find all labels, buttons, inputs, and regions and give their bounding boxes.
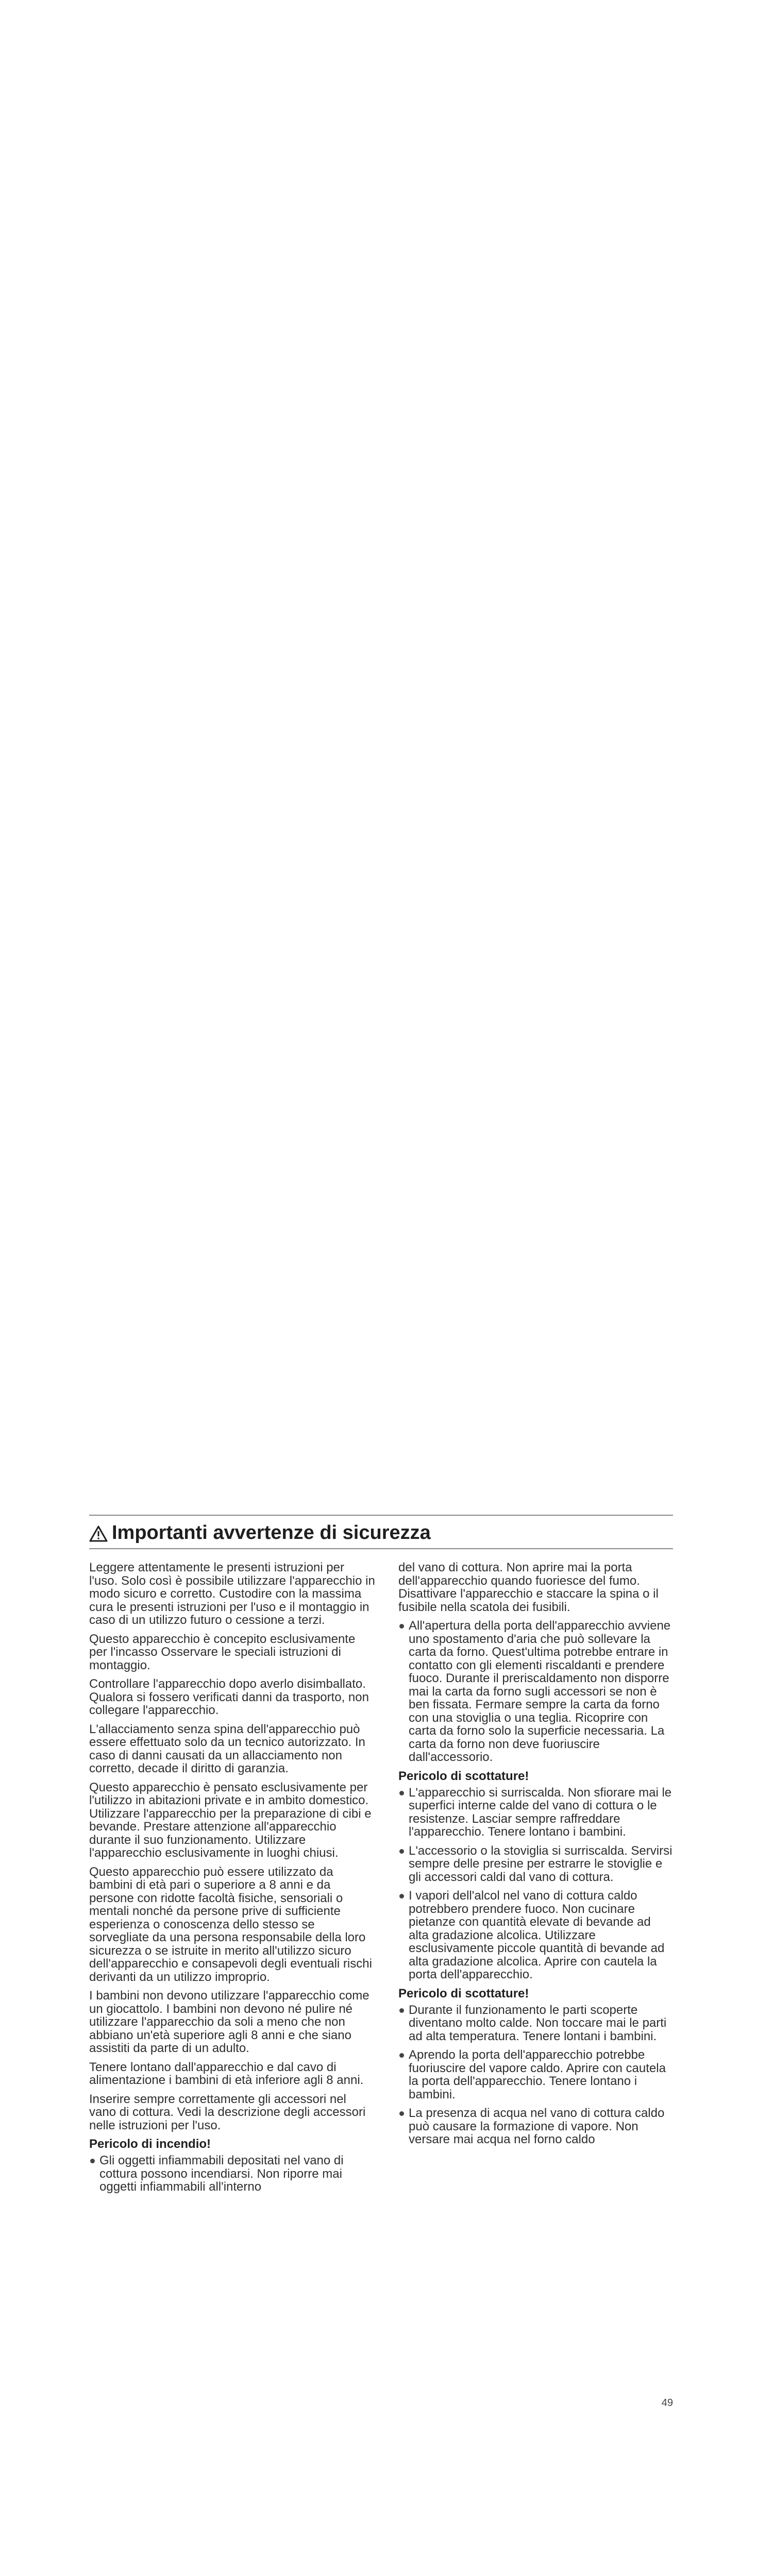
paragraph-domestic-use: Questo apparecchio è pensato esclusivamente per l'utilizzo in abitazioni private e in ambito domestico. Utilizzare l'apparecchio per la preparazione di cibi e bevande. Prestare attenzione all'apparecchio durante il suo funzionamento. Utilizzare l'apparecchio esclusivamente in luoghi chiusi. <box>89 1780 372 1860</box>
list-item: Gli oggetti infiammabili depositati nel vano di cottura possono incendiarsi. Non riporre mai oggetti infiammabili all'interno <box>89 2154 375 2194</box>
list-item: Durante il funzionamento le parti scoperte diventano molto calde. Non toccare mai le parti ad alta temperatura. Tenere lontani i bambini. <box>398 2004 673 2043</box>
burn-danger-heading-1: Pericolo di scottature! <box>398 1769 529 1783</box>
fire-danger-list-cont <box>398 1619 673 1764</box>
list-item: Aprendo la porta dell'apparecchio potrebbe fuoriuscire del vapore caldo. Aprire con cautela la porta dell'apparecchio. Tenere lontano i bambini. <box>398 2048 673 2101</box>
paragraph-children-play: I bambini non devono utilizzare l'apparecchio come un giocattolo. I bambini non devono né pulire né utilizzare l'apparecchio da soli a meno che non abbiano un'età superiore agli 8 anni e che siano assistiti da parte di un adulto. <box>89 1989 369 2055</box>
list-item: L'apparecchio si surriscalda. Non sfiorare mai le superfici interne calde del vano di cottura o le resistenze. Lasciar sempre raffreddare l'apparecchio. Tenere lontano i bambini. <box>398 1786 673 1839</box>
warning-triangle-icon <box>89 1524 108 1547</box>
page-number: 49 <box>661 2397 673 2409</box>
fire-danger-list <box>89 2154 375 2194</box>
bullet-dot-icon <box>399 2111 404 2116</box>
paragraph-installation: Questo apparecchio è concepito esclusivamente per l'incasso Osservare le speciali istruzioni di montaggio. <box>89 1632 356 1672</box>
list-item: L'accessorio o la stoviglia si surriscalda. Servirsi sempre delle presine per estrarre le stoviglie e gli accessori caldi dal vano di cottura. <box>398 1844 673 1884</box>
list-item: I vapori dell'alcol nel vano di cottura caldo potrebbero prendere fuoco. Non cucinare pietanze con quantità elevate di bevande ad alta gradazione alcolica. Utilizzare esclusivamente piccole quantità di bevande ad alta gradazione alcolica. Aprire con cautela la porta dell'apparecchio. <box>398 1889 673 1981</box>
paragraph-accessories: Inserire sempre correttamente gli accessori nel vano di cottura. Vedi la descrizione degli accessori nelle istruzioni per l'uso. <box>89 2092 366 2132</box>
list-item: All'apertura della porta dell'apparecchio avviene uno spostamento d'aria che può sollevare la carta da forno. Quest'ultima potrebbe entrare in contatto con gli elementi riscaldanti e prendere fuoco. Durante il preriscaldamento non disporre mai la carta da forno sugli accessori se non è ben fissata. Fermare sempre la carta da forno con una stoviglia o una teglia. Ricoprire con carta da forno solo la superficie necessaria. La carta da forno non deve fuoriuscire dall'accessorio. <box>398 1619 673 1764</box>
bullet-dot-icon <box>399 2053 404 2058</box>
burn-danger-heading-2: Pericolo di scottature! <box>398 1986 529 2001</box>
bullet-dot-icon <box>399 1791 404 1795</box>
paragraph-children-distance: Tenere lontano dall'apparecchio e dal cavo di alimentazione i bambini di età inferiore agli 8 anni. <box>89 2060 364 2087</box>
paragraph-intro: Leggere attentamente le presenti istruzioni per l'uso. Solo così è possibile utilizzare l'apparecchio in modo sicuro e corretto. Custodire con la massima cura le presenti istruzioni per l'uso e il montaggio in caso di un utilizzo futuro o cessione a terzi. <box>89 1561 375 1627</box>
bullet-dot-icon <box>399 1624 404 1629</box>
section-heading-text: Importanti avvertenze di sicurezza <box>112 1522 431 1544</box>
bullet-dot-icon <box>399 2008 404 2013</box>
paragraph-check: Controllare l'apparecchio dopo averlo disimballato. Qualora si fossero verificati danni da trasporto, non collegare l'apparecchio. <box>89 1677 369 1717</box>
paragraph-children-supervision: Questo apparecchio può essere utilizzato da bambini di età pari o superiore a 8 anni e da persone con ridotte facoltà fisiche, sensoriali o mentali nonché da persone prive di sufficiente esperienza o conoscenza dello stesso se sorvegliate da una persona responsabile della loro sicurezza o se istruite in merito all'utilizzo sicuro dell'apparecchio e consapevoli degli eventuali rischi derivanti da un utilizzo improprio. <box>89 1865 372 1984</box>
fire-danger-heading: Pericolo di incendio! <box>89 2137 211 2151</box>
paragraph-connection: L'allacciamento senza spina dell'apparecchio può essere effettuato solo da un tecnico autorizzato. In caso di danni causati da un allacciamento non corretto, decade il diritto di garanzia. <box>89 1722 365 1775</box>
heading-bottom-rule <box>89 1548 673 1549</box>
burn-danger-list-1 <box>398 1786 673 1981</box>
bullet-dot-icon <box>90 2159 95 2163</box>
burn-danger-list-2 <box>398 2004 673 2146</box>
fire-bullet-continuation: del vano di cottura. Non aprire mai la porta dell'apparecchio quando fuoriesce del fumo. Disattivare l'apparecchio e staccare la spina o il fusibile nella scatola dei fusibili. <box>398 1561 659 1614</box>
left-column <box>89 1561 375 2199</box>
heading-top-rule <box>89 1515 673 1516</box>
bullet-dot-icon <box>399 1849 404 1854</box>
bullet-dot-icon <box>399 1894 404 1899</box>
list-item: La presenza di acqua nel vano di cottura caldo può causare la formazione di vapore. Non versare mai acqua nel forno caldo <box>398 2107 673 2146</box>
section-heading <box>89 1521 673 1547</box>
right-column <box>398 1561 673 2152</box>
